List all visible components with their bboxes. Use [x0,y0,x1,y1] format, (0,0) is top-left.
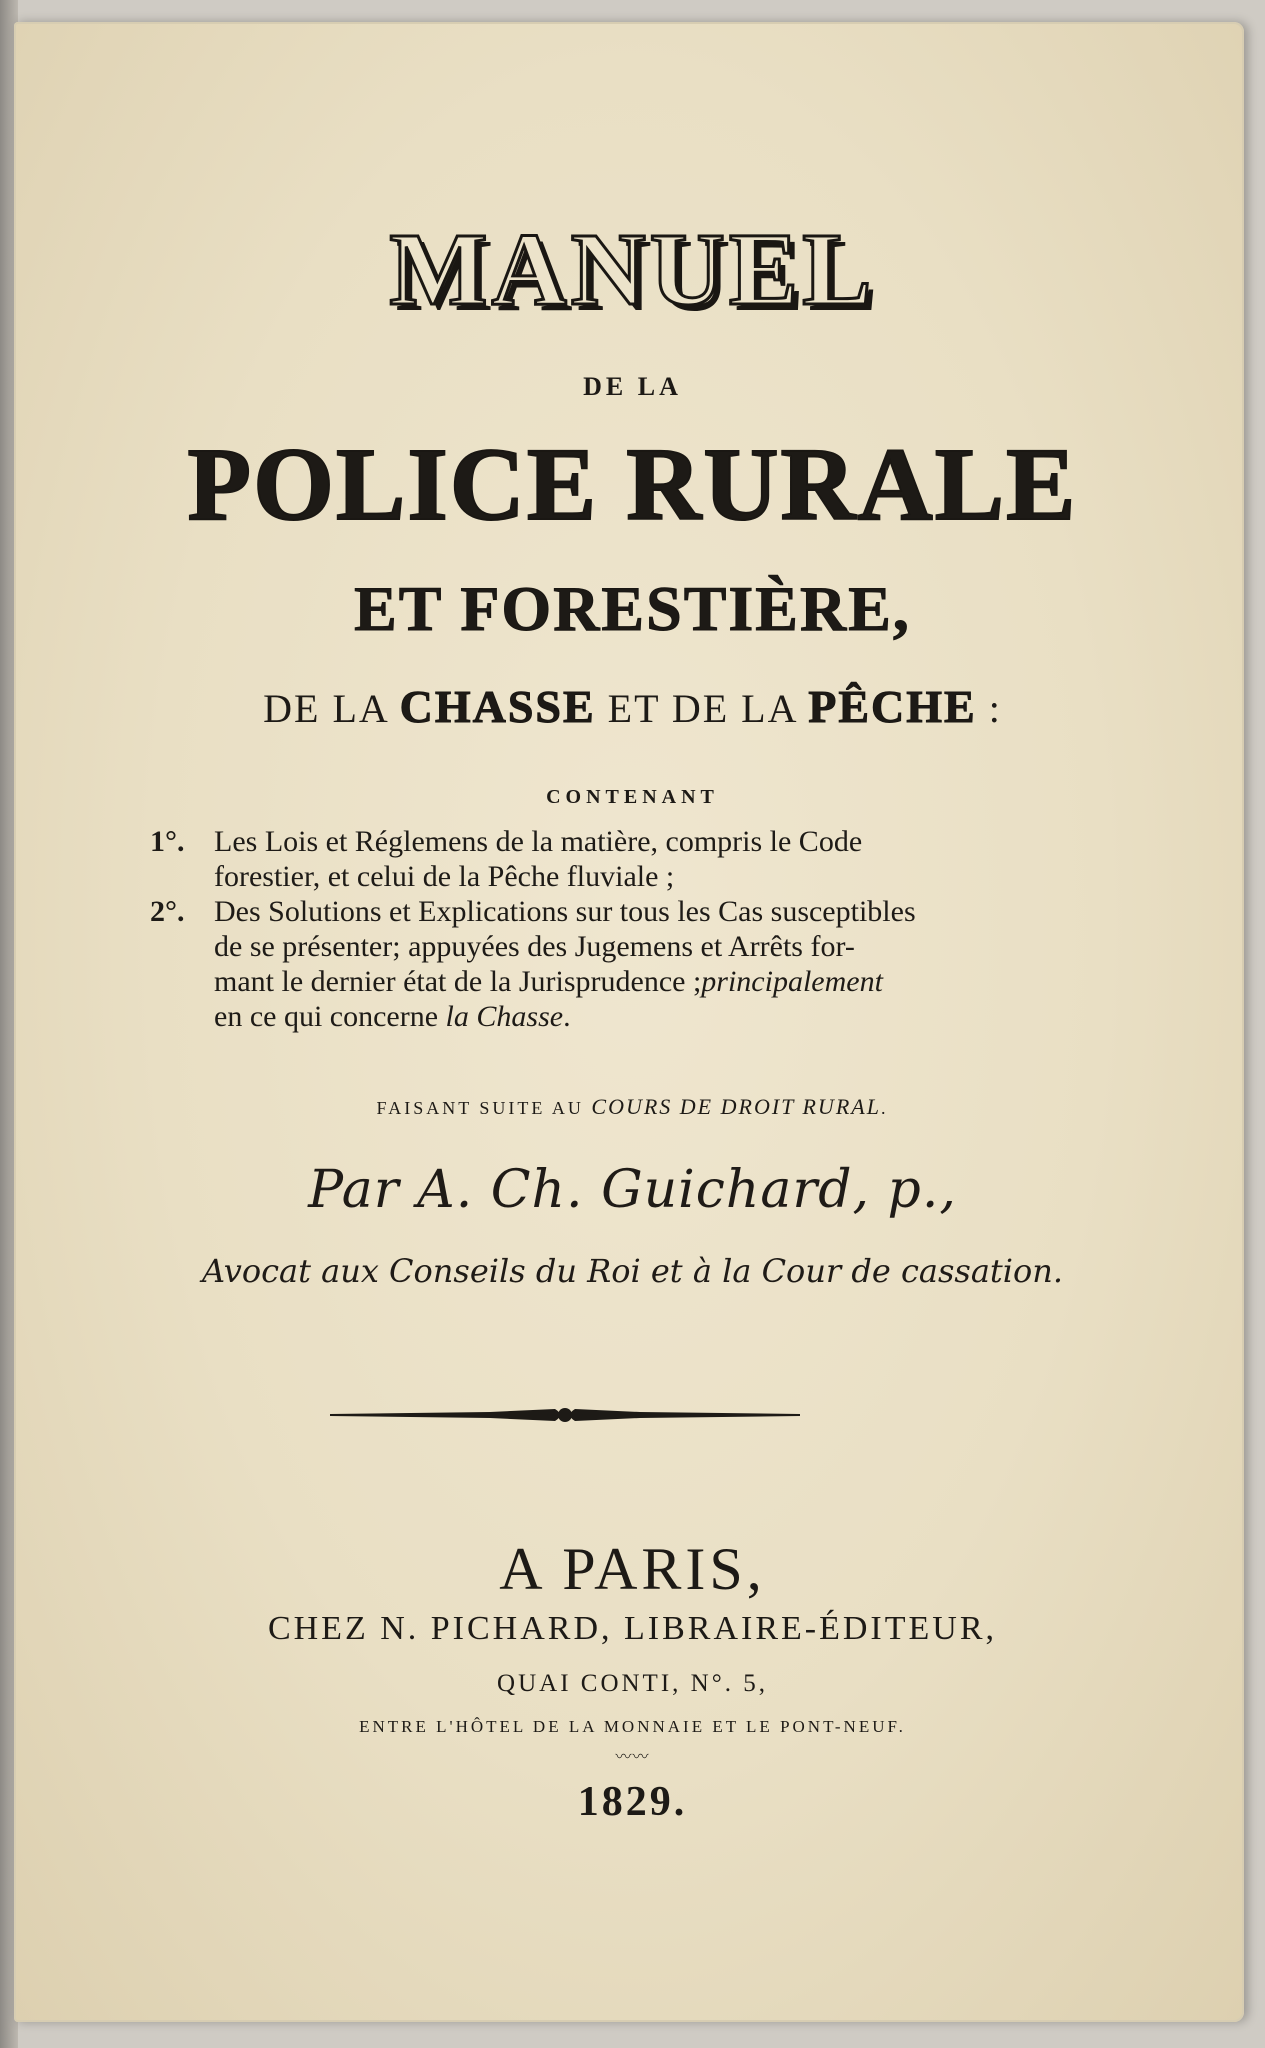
ornamental-rule [330,1400,800,1430]
publication-year: 1829. [577,1779,688,1825]
heading-de-la: DE LA [583,372,682,401]
small-ornament: 〰〰 [615,1747,650,1766]
item-italic-text: la Chasse [445,1000,564,1033]
heading-police-rurale: POLICE RURALE [187,427,1078,542]
item-number: 1°. [150,825,185,858]
heading-manuel: MANUEL [389,212,876,327]
item-line: forestier, et celui de la Pêche fluviale ; [214,860,675,893]
faisant-suite-line [0,1094,1265,1120]
item-italic-text: principalement [701,965,883,998]
item-line: Des Solutions et Explications sur tous les Cas susceptibles [214,895,916,928]
faisant-suffix: . [880,1098,889,1118]
peche-word: PÊCHE [808,681,977,732]
contents-item-2 [150,894,1010,1034]
heading-et-forestiere: ET FORESTIÈRE, [354,573,911,644]
item-line: Les Lois et Réglemens de la matière, compris le Code [214,825,863,858]
item-number: 2°. [150,895,185,928]
item-text: mant le dernier état de la Jurisprudence ; [214,965,702,998]
contents-list [150,824,1010,1034]
item-line [214,964,1010,999]
chasse-part2: ET DE LA [595,686,809,731]
author-title: Avocat aux Conseils du Roi et à la Cour de cassation. [201,1252,1064,1290]
author-name: Par A. Ch. Guichard, p., [308,1160,957,1220]
chasse-word: CHASSE [399,681,596,732]
city: A PARIS, [499,1536,766,1602]
faisant-prefix: FAISANT SUITE AU [376,1098,592,1118]
publisher: CHEZ N. PICHARD, LIBRAIRE-ÉDITEUR, [267,1610,998,1647]
chasse-part1: DE LA [263,686,400,731]
item-line [214,999,1010,1034]
publisher-address: QUAI CONTI, N°. 5, [497,1670,768,1697]
contents-item-1 [150,824,1010,894]
item-text: en ce qui concerne [214,1000,446,1033]
heading-chasse-peche [0,680,1265,733]
cours-de-droit-rural: COURS DE DROIT RURAL [591,1094,881,1119]
item-line: de se présenter; appuyées des Jugemens et Arrêts for- [214,930,855,963]
chasse-part3: : [976,686,1002,731]
contenant-label: CONTENANT [546,786,719,808]
address-detail: ENTRE L'HÔTEL DE LA MONNAIE ET LE PONT-NEUF. [359,1717,906,1736]
item-text: . [563,1000,571,1033]
